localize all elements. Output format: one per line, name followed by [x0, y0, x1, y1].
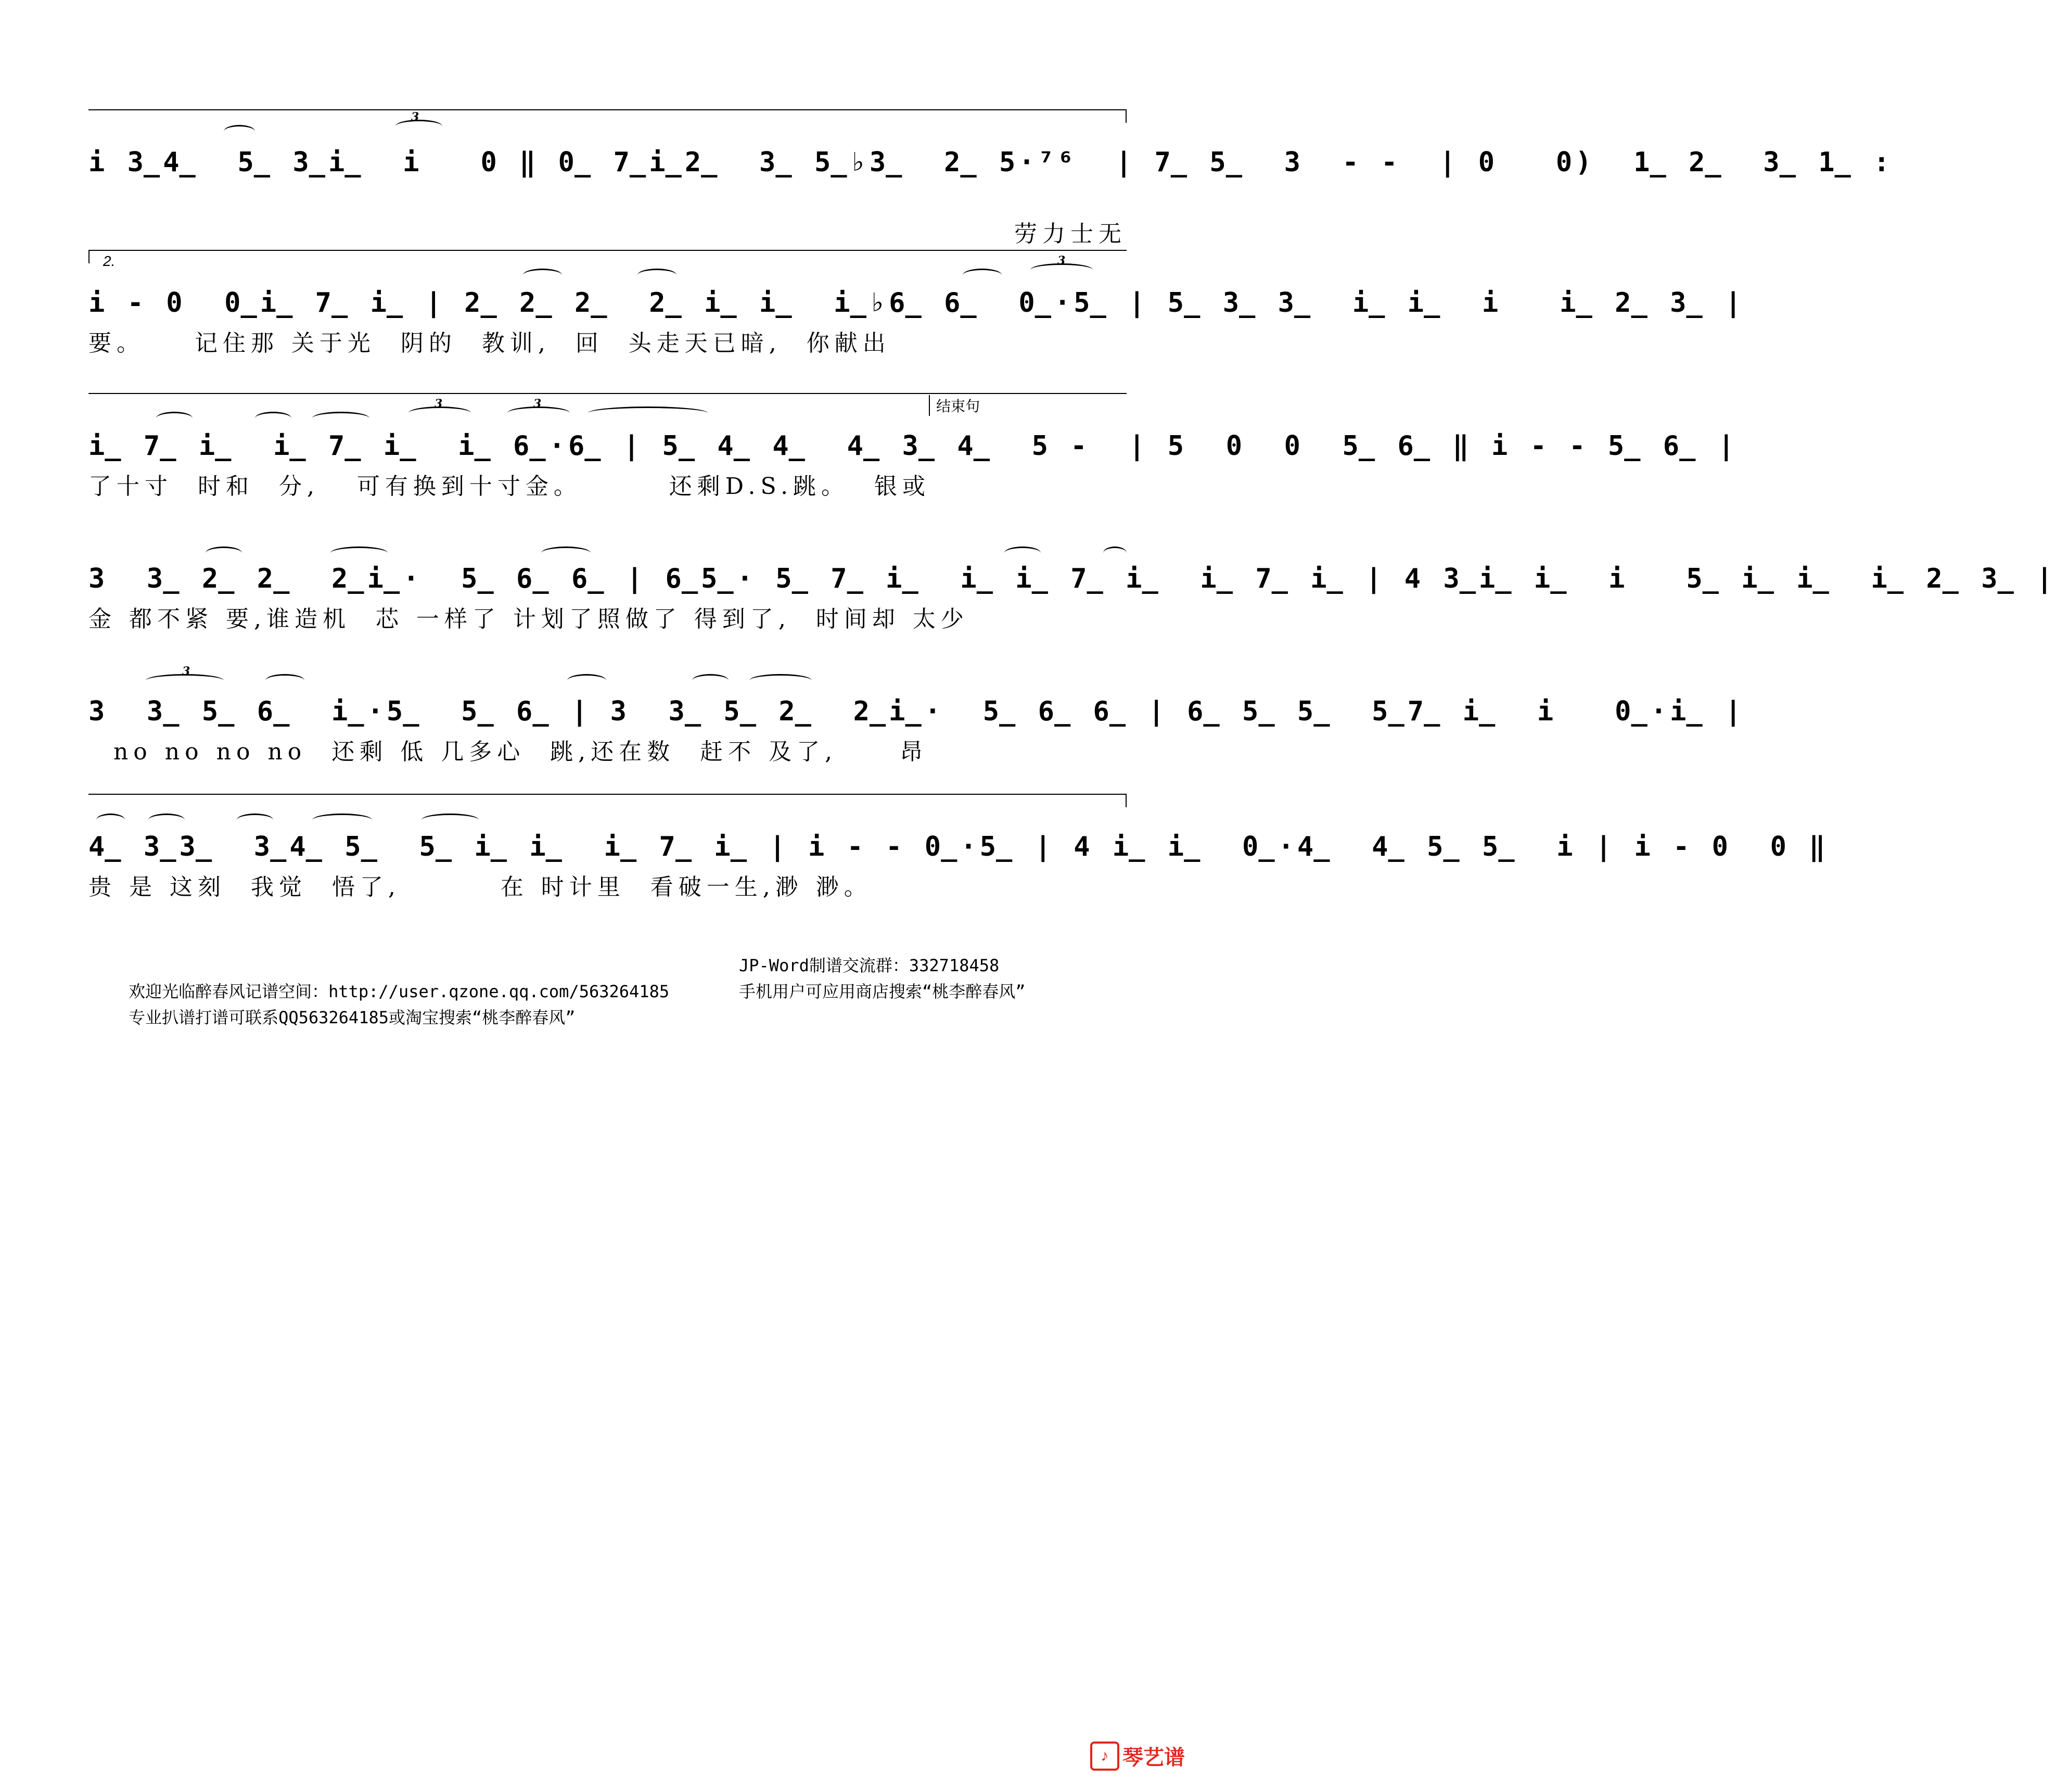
system-end-tick: [1126, 794, 1127, 807]
staff-system-3: [88, 393, 1738, 507]
system-top-line: [88, 393, 1127, 394]
system-top-line: [88, 250, 1127, 251]
slur: [541, 547, 591, 560]
lyrics-line: 要。 记住那 关于光 阴的 教训, 回 头走天已暗, 你献出: [88, 330, 891, 357]
slur: [749, 674, 812, 687]
slur: [148, 814, 185, 827]
footer-website: 欢迎光临醉春风记谱空间：http://user.qzone.qq.com/563264185: [129, 982, 670, 1001]
slur: [523, 269, 562, 282]
staff-system-4: [88, 526, 2056, 640]
slur: [1103, 547, 1127, 560]
slur: [637, 269, 676, 282]
system-top-line: [88, 109, 1127, 110]
tuplet-3: 3: [182, 665, 190, 678]
lyrics-line: [88, 187, 1127, 247]
qinyipu-logo-icon: ♪: [1090, 1742, 1119, 1771]
slur: [963, 269, 1002, 282]
footer-contact: 专业扒谱打谱可联系QQ563264185或淘宝搜索“桃李醉春风”: [129, 1008, 576, 1027]
lyrics-line: 贵 是 这刻 我觉 悟了, 在 时计里 看破一生,渺 渺。: [88, 874, 872, 900]
slur: [237, 814, 273, 827]
slur: [312, 412, 369, 425]
brand-name: 琴艺谱: [1122, 1746, 1185, 1769]
notation-line: 4̲ 3̲3̲ 3̲4̲ 5̲ 5̲ i̲ i̲ i̲ 7̲ i̲ | i - - 0̲·5̲ | 4 i̲ i̲ 0̲·4̲ 4̲ 5̲ 5̲ i | i - 0 0 ‖: [88, 831, 1829, 862]
slur: [330, 547, 388, 560]
system-top-line: [88, 794, 1127, 795]
slur: [408, 406, 471, 420]
lyrics-line: 了十寸 时和 分, 可有换到十寸金。 还剩D.S.跳。 银或: [88, 473, 931, 500]
volta-number: 2.: [103, 253, 116, 269]
slur: [255, 412, 291, 425]
slur: [206, 547, 242, 560]
staff-system-2: [88, 250, 1745, 364]
staff-system-1: [88, 109, 1893, 247]
slur: [588, 406, 708, 420]
slur: [567, 674, 606, 687]
footer-app: 手机用户可应用商店搜索“桃李醉春风”: [739, 982, 1026, 1001]
tuplet-3: 3: [533, 397, 542, 411]
slur: [156, 412, 193, 425]
tuplet-3: 3: [411, 110, 419, 124]
brand-logo: [1090, 1741, 1185, 1771]
notation-line: i̲ 7̲ i̲ i̲ 7̲ i̲ i̲ 6̲·6̲ | 5̲ 4̲ 4̲ 4̲ 3̲ 4̲ 5 - | 5 0 0 5̲ 6̲ ‖ i - - 5̲ 6̲ |: [88, 430, 1738, 462]
staff-system-5: [88, 658, 1745, 773]
slur: [96, 814, 125, 827]
notation-line: i 3̲4̲ 5̲ 3̲i̲ i 0 ‖ 0̲ 7̲i̲2̲ 3̲ 5̲♭3̲ 2̲ 5·⁷⁶ | 7̲ 5̲ 3 - - | 0 0) 1̲ 2̲ 3̲ 1̲ :: [88, 147, 1893, 178]
footer-line-2: [88, 978, 1127, 1083]
slur: [146, 674, 224, 687]
volta-bracket: [88, 250, 90, 263]
notation-line: 3 3̲ 2̲ 2̲ 2̲i̲· 5̲ 6̲ 6̲ | 6̲5̲· 5̲ 7̲ i̲ i̲ i̲ 7̲ i̲ i̲ 7̲ i̲ | 4 3̲i̲ i̲ i 5̲ i̲ i̲ i̲ 2̲ 3̲ |: [88, 563, 2056, 594]
section-label-ending: 结束句: [929, 395, 980, 416]
footer-group: JP-Word制谱交流群：332718458: [739, 956, 1000, 975]
tuplet-3: 3: [1057, 254, 1066, 268]
slur: [312, 814, 372, 827]
slur: [692, 674, 729, 687]
slur: [265, 674, 304, 687]
notation-line: 3 3̲ 5̲ 6̲ i̲·5̲ 5̲ 6̲ | 3 3̲ 5̲ 2̲ 2̲i̲· 5̲ 6̲ 6̲ | 6̲ 5̲ 5̲ 5̲7̲ i̲ i 0̲·i̲ |: [88, 696, 1745, 727]
slur: [224, 125, 255, 138]
lyrics-line: 金 都不紧 要,谁造机 芯 一样了 计划了照做了 得到了, 时间却 太少: [88, 606, 969, 632]
lyrics-line: no no no no 还剩 低 几多心 跳,还在数 赶不 及了, 昂: [88, 739, 928, 765]
slur: [507, 406, 570, 420]
slur: [1004, 547, 1041, 560]
tuplet-3: 3: [435, 397, 443, 411]
notation-line: i - 0 0̲i̲ 7̲ i̲ | 2̲ 2̲ 2̲ 2̲ i̲ i̲ i̲♭6̲ 6̲ 0̲·5̲ | 5̲ 3̲ 3̲ i̲ i̲ i i̲ 2̲ 3̲ |: [88, 287, 1745, 319]
slur: [422, 814, 479, 827]
staff-system-6: [88, 794, 1829, 908]
system-end-tick: [1126, 109, 1127, 123]
slur: [1030, 263, 1093, 276]
slur: [395, 120, 442, 133]
lyrics-text: 劳力士无: [1014, 221, 1127, 247]
